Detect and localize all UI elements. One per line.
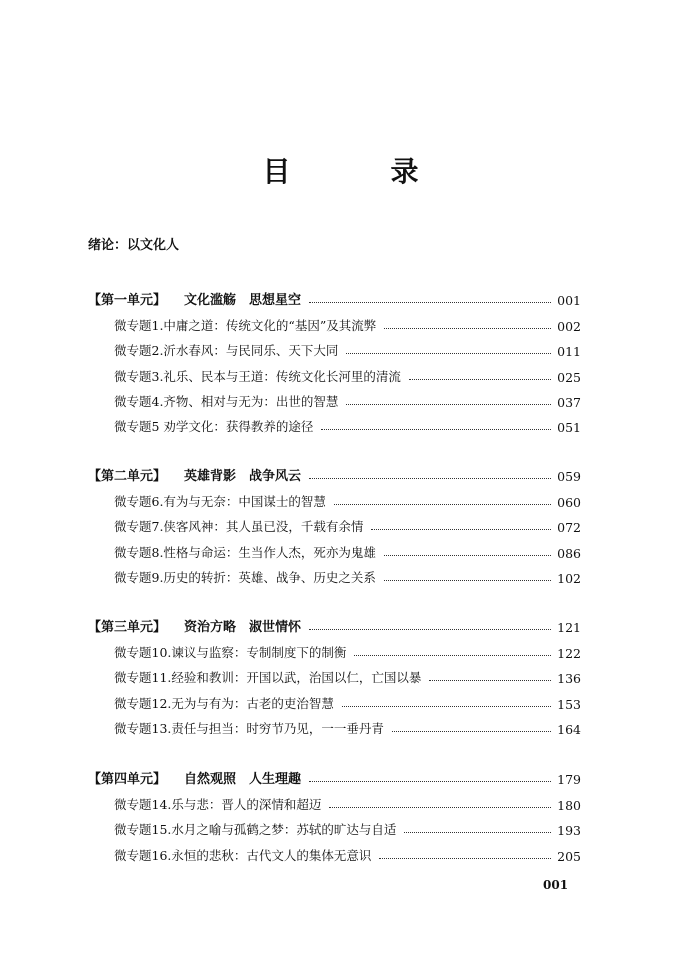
toc-entry[interactable]: [88, 308, 581, 333]
dot-leader: [384, 580, 551, 581]
page-ref: 051: [557, 420, 581, 436]
unit-heading[interactable]: [88, 459, 581, 484]
entry-title: 微专题15.水月之喻与孤鹤之梦：苏轼的旷达与自适: [114, 822, 397, 838]
entry-title: 微专题4.齐物、相对与无为：出世的智慧: [114, 393, 339, 409]
page-ref: 205: [557, 848, 581, 864]
page-ref: 002: [557, 318, 581, 334]
entry-title: 微专题13.责任与担当：时穷节乃见，一一垂丹青: [114, 720, 384, 736]
entry-title: 微专题16.永恒的悲秋：古代文人的集体无意识: [114, 847, 372, 863]
page-ref: 072: [557, 520, 581, 536]
unit-heading[interactable]: [88, 762, 581, 787]
dot-leader: [309, 478, 551, 479]
dot-leader: [429, 680, 551, 681]
page-title: 目 录: [262, 155, 455, 188]
intro-entry[interactable]: 绪论：以文化人: [88, 238, 180, 253]
toc-entry[interactable]: [88, 334, 581, 359]
unit-label: 【第四单元】: [88, 772, 167, 788]
toc-entry[interactable]: [88, 385, 581, 410]
unit-theme: 资治方略 淑世情怀: [184, 620, 302, 636]
dot-leader: [329, 807, 551, 808]
dot-leader: [342, 706, 551, 707]
unit-heading[interactable]: [88, 610, 581, 635]
entry-title: 微专题14.乐与悲：晋人的深情和超迈: [114, 796, 322, 812]
dot-leader: [379, 858, 551, 859]
dot-leader: [384, 328, 551, 329]
entry-title: 微专题2.沂水春风：与民同乐、天下大同: [114, 343, 339, 359]
dot-leader: [309, 302, 551, 303]
toc-entry[interactable]: [88, 787, 581, 812]
dot-leader: [321, 429, 551, 430]
toc-entry[interactable]: [88, 813, 581, 838]
entry-title: 微专题9.历史的转折：英雄、战争、历史之关系: [114, 569, 376, 585]
toc-entry[interactable]: [88, 561, 581, 586]
page-ref: 001: [557, 293, 581, 309]
page-ref: 121: [557, 620, 581, 636]
toc-unit-2: [88, 459, 581, 586]
entry-title: 微专题3.礼乐、民本与王道：传统文化长河里的清流: [114, 368, 401, 384]
page-ref: 136: [557, 671, 581, 687]
unit-label: 【第二单元】: [88, 469, 167, 485]
page-ref: 102: [557, 570, 581, 586]
unit-theme: 文化滥觞 思想星空: [184, 293, 302, 309]
entry-title: 微专题7.侠客风神：其人虽已没，千载有余情: [114, 519, 364, 535]
entry-title: 微专题12.无为与有为：古老的吏治智慧: [114, 695, 334, 711]
toc-entry[interactable]: [88, 410, 581, 435]
dot-leader: [309, 629, 551, 630]
toc-entry[interactable]: [88, 838, 581, 863]
toc-entry[interactable]: [88, 661, 581, 686]
page-ref: 086: [557, 545, 581, 561]
toc-entry[interactable]: [88, 484, 581, 509]
toc-entry[interactable]: [88, 359, 581, 384]
page-ref: 164: [557, 721, 581, 737]
page-ref: 059: [557, 469, 581, 485]
page-ref: 179: [557, 772, 581, 788]
unit-theme: 自然观照 人生理趣: [184, 772, 302, 788]
toc-unit-3: [88, 610, 581, 737]
page-ref: 011: [557, 344, 581, 360]
dot-leader: [392, 731, 551, 732]
dot-leader: [309, 781, 551, 782]
dot-leader: [384, 555, 551, 556]
toc-entry[interactable]: [88, 686, 581, 711]
unit-theme: 英雄背影 战争风云: [184, 469, 302, 485]
page-ref: 037: [557, 394, 581, 410]
page-ref: 180: [557, 797, 581, 813]
entry-title: 微专题11.经验和教训：开国以武，治国以仁，亡国以暴: [114, 670, 422, 686]
entry-title: 微专题5 劝学文化：获得教养的途径: [114, 419, 314, 435]
toc-entry[interactable]: [88, 635, 581, 660]
entry-title: 微专题1.中庸之道：传统文化的“基因”及其流弊: [114, 317, 377, 333]
dot-leader: [346, 353, 551, 354]
unit-label: 【第三单元】: [88, 620, 167, 636]
toc-unit-1: [88, 283, 581, 435]
unit-heading[interactable]: [88, 283, 581, 308]
dot-leader: [354, 655, 551, 656]
entry-title: 微专题8.性格与命运：生当作人杰，死亦为鬼雄: [114, 544, 376, 560]
dot-leader: [371, 529, 551, 530]
page-ref: 025: [557, 369, 581, 385]
page-ref: 122: [557, 645, 581, 661]
toc-unit-4: [88, 762, 581, 864]
dot-leader: [409, 379, 551, 380]
toc-entry[interactable]: [88, 712, 581, 737]
toc-entry[interactable]: [88, 535, 581, 560]
dot-leader: [334, 504, 551, 505]
entry-title: 微专题6.有为与无奈：中国谋士的智慧: [114, 493, 326, 509]
page-ref: 193: [557, 823, 581, 839]
dot-leader: [404, 832, 551, 833]
toc-entry[interactable]: [88, 510, 581, 535]
dot-leader: [346, 404, 551, 405]
entry-title: 微专题10.谏议与监察：专制制度下的制衡: [114, 644, 347, 660]
page-ref: 153: [557, 696, 581, 712]
unit-label: 【第一单元】: [88, 293, 167, 309]
page-ref: 060: [557, 494, 581, 510]
page-number: 001: [543, 878, 569, 892]
